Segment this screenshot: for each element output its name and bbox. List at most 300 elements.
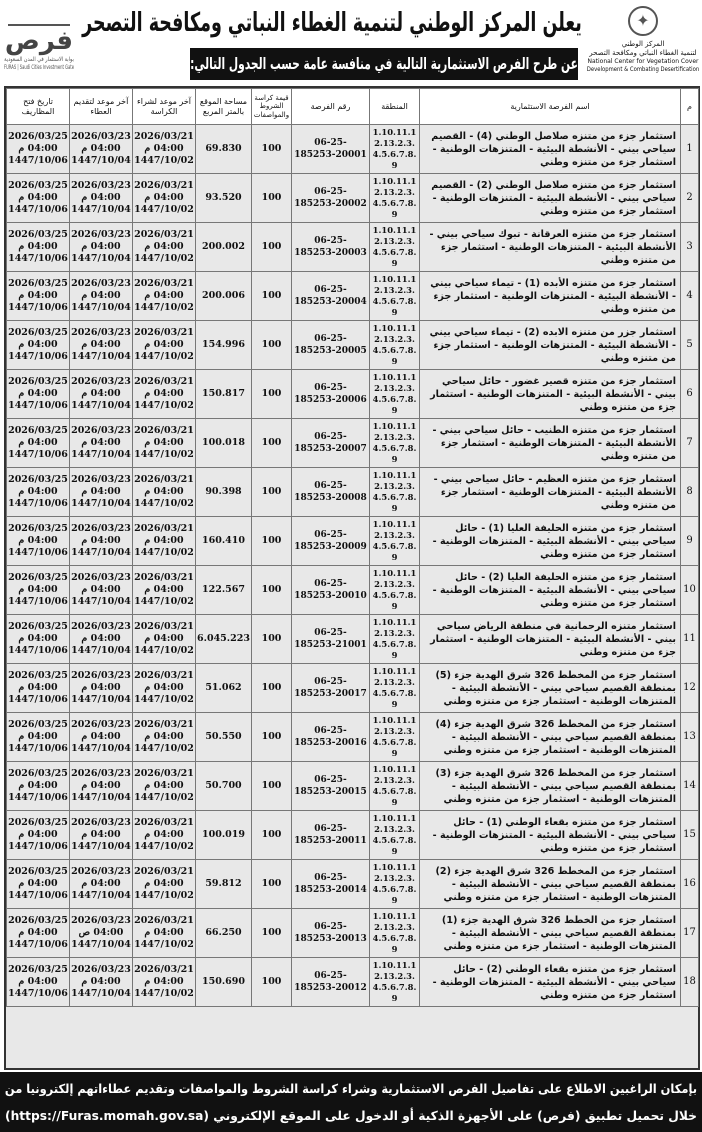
opportunity-name: استثمار جزء من متنزه بقعاء الوطني (1) - حائل سياحي بيني - الأنشطة البيئية - المتنزهات الوطنية - استثمار جزء من متنزه وطني: [420, 811, 681, 860]
purchase-deadline: [133, 517, 196, 566]
opening-date: [7, 860, 70, 909]
row-index: 5: [681, 321, 699, 370]
opening-date-line: 2026/03/25: [8, 719, 68, 730]
purchase-deadline-line: 1447/10/02: [134, 743, 194, 754]
purchase-deadline: [133, 615, 196, 664]
table-row: [7, 762, 699, 811]
row-index: 2: [681, 174, 699, 223]
opening-date: [7, 419, 70, 468]
submission-deadline: [70, 664, 133, 713]
submission-deadline-line: 2026/03/23: [71, 229, 131, 240]
opportunity-number: 06-25-185253-20001: [292, 125, 370, 174]
opening-date: [7, 321, 70, 370]
row-index: 8: [681, 468, 699, 517]
purchase-deadline-line: 2026/03/21: [134, 523, 194, 534]
opening-date-line: 1447/10/06: [8, 498, 68, 509]
opening-date-line: 04:00 م: [18, 192, 58, 203]
submission-deadline-line: 1447/10/04: [71, 939, 131, 950]
opening-date-line: 2026/03/25: [8, 866, 68, 877]
purchase-deadline-line: 04:00 م: [144, 780, 184, 791]
col-header-number: رقم الفرصة: [292, 89, 370, 125]
submission-deadline-line: 2026/03/23: [71, 327, 131, 338]
opening-date-line: 2026/03/25: [8, 817, 68, 828]
submission-deadline: [70, 272, 133, 321]
table-row: [7, 713, 699, 762]
opportunity-name: استثمار جزء من المخطط 326 شرق الهدية جزء (5) بمنطقة القصيم سياحي بيني - الأنشطة البيئية - المتنزهات الوطنية - استثمار جزء من متنزه وطني: [420, 664, 681, 713]
row-index: 10: [681, 566, 699, 615]
table-row: [7, 468, 699, 517]
opening-date: [7, 223, 70, 272]
purchase-deadline-line: 04:00 م: [144, 388, 184, 399]
purchase-deadline-line: 2026/03/21: [134, 327, 194, 338]
opening-date-line: 04:00 م: [18, 388, 58, 399]
submission-deadline: [70, 860, 133, 909]
col-header-purchase-deadline: آخر موعد لشراء الكراسة: [133, 89, 196, 125]
purchase-deadline-line: 04:00 م: [144, 829, 184, 840]
opening-date-line: 2026/03/25: [8, 474, 68, 485]
purchase-deadline-line: 1447/10/02: [134, 596, 194, 607]
submission-deadline-line: 04:00 م: [81, 535, 121, 546]
purchase-deadline-line: 2026/03/21: [134, 964, 194, 975]
purchase-deadline-line: 04:00 م: [144, 143, 184, 154]
submission-deadline-line: 04:00 م: [81, 486, 121, 497]
ad-footer: [0, 1072, 702, 1132]
opening-date: [7, 125, 70, 174]
table-row: [7, 664, 699, 713]
purchase-deadline: [133, 272, 196, 321]
ncvc-logo: [587, 6, 699, 74]
region-codes: 1.10.11.12.13.2.3.4.5.6.7.8.9: [370, 860, 420, 909]
opportunity-name: استثمار جزر من متنزه الابده (2) - تيماء سياحي بيني - الأنشطة البيئية - المتنزهات الوطنية - استثمار جزء من متنزه وطني: [420, 321, 681, 370]
opening-date: [7, 615, 70, 664]
furas-logo: [4, 4, 74, 82]
opening-date-line: 2026/03/25: [8, 376, 68, 387]
submission-deadline-line: 1447/10/04: [71, 988, 131, 999]
opening-date-line: 04:00 م: [18, 290, 58, 301]
opportunity-name: استثمار جزء من متنزه الأبده (1) - تيماء سياحي بيني - الأنشطة البيئية - المتنزهات الوطنية - استثمار جزء من متنزه وطني: [420, 272, 681, 321]
purchase-deadline: [133, 370, 196, 419]
booklet-fee: 100: [252, 223, 292, 272]
opportunity-name: استثمار جزء من المخطط 326 شرق الهدية جزء (3) بمنطقة القصيم سياحي بيني - الأنشطة البيئية - المتنزهات الوطنية - استثمار جزء من متنزه وطني: [420, 762, 681, 811]
purchase-deadline-line: 04:00 م: [144, 927, 184, 938]
ad-header: [0, 0, 702, 86]
opening-date-line: 2026/03/25: [8, 180, 68, 191]
site-area: 122.567: [196, 566, 252, 615]
submission-deadline-line: 04:00 م: [81, 976, 121, 987]
submission-deadline-line: 04:00 م: [81, 682, 121, 693]
row-index: 18: [681, 958, 699, 1007]
table-row: [7, 566, 699, 615]
opening-date-line: 04:00 م: [18, 633, 58, 644]
opening-date-line: 04:00 م: [18, 878, 58, 889]
submission-deadline: [70, 517, 133, 566]
purchase-deadline-line: 1447/10/02: [134, 890, 194, 901]
opportunities-table: [6, 88, 699, 1007]
submission-deadline-line: 1447/10/04: [71, 743, 131, 754]
purchase-deadline-line: 2026/03/21: [134, 180, 194, 191]
submission-deadline-line: 1447/10/04: [71, 155, 131, 166]
row-index: 7: [681, 419, 699, 468]
purchase-deadline: [133, 321, 196, 370]
row-index: 11: [681, 615, 699, 664]
opening-date-line: 2026/03/25: [8, 572, 68, 583]
site-area: 154.996: [196, 321, 252, 370]
region-codes: 1.10.11.12.13.2.3.4.5.6.7.8.9: [370, 615, 420, 664]
opening-date-line: 1447/10/06: [8, 155, 68, 166]
submission-deadline-line: 04:00 م: [81, 388, 121, 399]
site-area: 200.006: [196, 272, 252, 321]
submission-deadline-line: 1447/10/04: [71, 449, 131, 460]
ad-subtitle: عن طرح الفرص الاستثمارية التالية في منافسة عامة حسب الجدول التالي:: [190, 54, 578, 73]
region-codes: 1.10.11.12.13.2.3.4.5.6.7.8.9: [370, 958, 420, 1007]
submission-deadline-line: 2026/03/23: [71, 621, 131, 632]
purchase-deadline-line: 2026/03/21: [134, 278, 194, 289]
footer-line-2: خلال تحميل تطبيق (فرص) على الأجهزة الذكية أو الدخول على الموقع الإلكتروني (https://Furas.momah.gov.sa): [4, 1108, 698, 1123]
opportunity-name: استثمار جزء من المخطط 326 شرق الهدية جزء (4) بمنطقة القصيم سياحي بيني - الأنشطة البيئية - المتنزهات الوطنية - استثمار جزء من متنزه وطني: [420, 713, 681, 762]
opening-date-line: 1447/10/06: [8, 890, 68, 901]
row-index: 15: [681, 811, 699, 860]
opportunity-number: 06-25-185253-20010: [292, 566, 370, 615]
opening-date-line: 2026/03/25: [8, 131, 68, 142]
purchase-deadline-line: 1447/10/02: [134, 449, 194, 460]
opportunity-name: استثمار جزء من متنزه العظيم - حائل سياحي بيني - الأنشطة البيئية - المتنزهات الوطنية - استثمار جزء من متنزه وطني: [420, 468, 681, 517]
purchase-deadline: [133, 811, 196, 860]
opportunity-name: استثمار جزء من متنزه قصير غضور - حائل سياحي بيني - الأنشطة البيئية - المتنزهات الوطنية - استثمار جزء من متنزه وطني: [420, 370, 681, 419]
purchase-deadline: [133, 125, 196, 174]
opening-date-line: 2026/03/25: [8, 621, 68, 632]
palm-swords-emblem-icon: ✦: [628, 6, 658, 36]
opening-date-line: 04:00 م: [18, 829, 58, 840]
booklet-fee: 100: [252, 125, 292, 174]
row-index: 17: [681, 909, 699, 958]
submission-deadline-line: 2026/03/23: [71, 915, 131, 926]
opening-date-line: 04:00 م: [18, 682, 58, 693]
opportunity-name: استثمار جزء من الخطط 326 شرق الهدية جزء (1) بمنطقة القصيم سياحي بيني - الأنشطة البيئية - المتنزهات الوطنية - استثمار جزء من متنزه وطني: [420, 909, 681, 958]
col-header-area: مساحة الموقع بالمتر المربع: [196, 89, 252, 125]
table-row: [7, 370, 699, 419]
purchase-deadline-line: 2026/03/21: [134, 621, 194, 632]
opportunity-number: 06-25-185253-20013: [292, 909, 370, 958]
submission-deadline: [70, 321, 133, 370]
opportunity-name: استثمار جزء من متنزه الحليفة العليا (2) - حائل سياحي بيني - الأنشطة البيئية - المتنزهات الوطنية - استثمار جزء من متنزه وطني: [420, 566, 681, 615]
booklet-fee: 100: [252, 909, 292, 958]
submission-deadline-line: 2026/03/23: [71, 131, 131, 142]
purchase-deadline: [133, 713, 196, 762]
submission-deadline-line: 04:00 م: [81, 339, 121, 350]
submission-deadline-line: 1447/10/04: [71, 841, 131, 852]
purchase-deadline-line: 1447/10/02: [134, 204, 194, 215]
opening-date-line: 04:00 م: [18, 535, 58, 546]
opening-date-line: 1447/10/06: [8, 645, 68, 656]
submission-deadline-line: 04:00 ص: [78, 927, 124, 938]
opportunity-number: 06-25-185253-20011: [292, 811, 370, 860]
opening-date-line: 04:00 م: [18, 339, 58, 350]
submission-deadline-line: 2026/03/23: [71, 425, 131, 436]
site-area: 50.700: [196, 762, 252, 811]
submission-deadline-line: 1447/10/04: [71, 253, 131, 264]
booklet-fee: 100: [252, 566, 292, 615]
opening-date: [7, 664, 70, 713]
submission-deadline-line: 04:00 م: [81, 878, 121, 889]
submission-deadline-line: 1447/10/04: [71, 890, 131, 901]
booklet-fee: 100: [252, 615, 292, 664]
purchase-deadline: [133, 468, 196, 517]
submission-deadline-line: 04:00 م: [81, 143, 121, 154]
region-codes: 1.10.11.12.13.2.3.4.5.6.7.8.9: [370, 517, 420, 566]
ncvc-name-ar-1: المركز الوطني: [621, 40, 665, 48]
row-index: 1: [681, 125, 699, 174]
opening-date: [7, 762, 70, 811]
region-codes: 1.10.11.12.13.2.3.4.5.6.7.8.9: [370, 909, 420, 958]
row-index: 12: [681, 664, 699, 713]
opportunity-number: 06-25-185253-20002: [292, 174, 370, 223]
col-header-region: المنطقة: [370, 89, 420, 125]
opening-date-line: 04:00 م: [18, 486, 58, 497]
opening-date-line: 1447/10/06: [8, 596, 68, 607]
submission-deadline-line: 1447/10/04: [71, 792, 131, 803]
submission-deadline-line: 2026/03/23: [71, 376, 131, 387]
opening-date: [7, 468, 70, 517]
purchase-deadline-line: 2026/03/21: [134, 425, 194, 436]
submission-deadline: [70, 713, 133, 762]
booklet-fee: 100: [252, 517, 292, 566]
submission-deadline-line: 2026/03/23: [71, 719, 131, 730]
row-index: 9: [681, 517, 699, 566]
submission-deadline-line: 1447/10/04: [71, 498, 131, 509]
region-codes: 1.10.11.12.13.2.3.4.5.6.7.8.9: [370, 713, 420, 762]
opening-date-line: 04:00 م: [18, 780, 58, 791]
table-row: [7, 860, 699, 909]
submission-deadline-line: 2026/03/23: [71, 180, 131, 191]
submission-deadline: [70, 909, 133, 958]
opening-date-line: 2026/03/25: [8, 915, 68, 926]
opening-date-line: 04:00 م: [18, 584, 58, 595]
region-codes: 1.10.11.12.13.2.3.4.5.6.7.8.9: [370, 664, 420, 713]
opportunity-number: 06-25-185253-20015: [292, 762, 370, 811]
submission-deadline-line: 2026/03/23: [71, 474, 131, 485]
opportunity-number: 06-25-185253-20004: [292, 272, 370, 321]
submission-deadline-line: 1447/10/04: [71, 204, 131, 215]
opening-date-line: 04:00 م: [18, 143, 58, 154]
table-row: [7, 615, 699, 664]
table-row: [7, 125, 699, 174]
purchase-deadline-line: 2026/03/21: [134, 376, 194, 387]
ad-title: يعلن المركز الوطني لتنمية الغطاء النباتي ومكافحة التصحر: [82, 8, 582, 38]
submission-deadline-line: 04:00 م: [81, 780, 121, 791]
col-header-name: اسم الفرصة الاستثمارية: [420, 89, 681, 125]
submission-deadline: [70, 958, 133, 1007]
purchase-deadline: [133, 566, 196, 615]
opportunity-number: 06-25-185253-20006: [292, 370, 370, 419]
opening-date-line: 1447/10/06: [8, 547, 68, 558]
opening-date-line: 04:00 م: [18, 731, 58, 742]
table-header-row: [7, 89, 699, 125]
submission-deadline: [70, 419, 133, 468]
purchase-deadline-line: 04:00 م: [144, 486, 184, 497]
opening-date-line: 2026/03/25: [8, 523, 68, 534]
region-codes: 1.10.11.12.13.2.3.4.5.6.7.8.9: [370, 370, 420, 419]
opportunity-number: 06-25-185253-20009: [292, 517, 370, 566]
site-area: 50.550: [196, 713, 252, 762]
booklet-fee: 100: [252, 321, 292, 370]
site-area: 100.019: [196, 811, 252, 860]
row-index: 16: [681, 860, 699, 909]
opening-date-line: 04:00 م: [18, 927, 58, 938]
opening-date-line: 04:00 م: [18, 241, 58, 252]
purchase-deadline-line: 04:00 م: [144, 437, 184, 448]
booklet-fee: 100: [252, 370, 292, 419]
purchase-deadline-line: 04:00 م: [144, 731, 184, 742]
purchase-deadline-line: 1447/10/02: [134, 155, 194, 166]
region-codes: 1.10.11.12.13.2.3.4.5.6.7.8.9: [370, 566, 420, 615]
col-header-index: م: [681, 89, 699, 125]
opportunity-name: استثمار متنزه الرحمانية في منطقة الرياض سياحي بيني - الأنشطة البيئية - المتنزهات الوطنية - استثمار جزء من متنزه وطني: [420, 615, 681, 664]
opportunity-number: 06-25-185253-20016: [292, 713, 370, 762]
col-header-submission-deadline: آخر موعد لتقديم العطاء: [70, 89, 133, 125]
purchase-deadline-line: 2026/03/21: [134, 866, 194, 877]
opportunity-name: استثمار جزء من متنزه الحليفة العليا (1) - حائل سياحي بيني - الأنشطة البيئية - المتنزهات الوطنية - استثمار جزء من متنزه وطني: [420, 517, 681, 566]
booklet-fee: 100: [252, 811, 292, 860]
opening-date-line: 1447/10/06: [8, 939, 68, 950]
opening-date: [7, 517, 70, 566]
purchase-deadline-line: 2026/03/21: [134, 131, 194, 142]
opening-date-line: 2026/03/25: [8, 229, 68, 240]
purchase-deadline-line: 1447/10/02: [134, 792, 194, 803]
submission-deadline: [70, 174, 133, 223]
skyline-icon: [8, 4, 70, 26]
submission-deadline: [70, 370, 133, 419]
submission-deadline: [70, 566, 133, 615]
table-row: [7, 517, 699, 566]
submission-deadline-line: 2026/03/23: [71, 768, 131, 779]
table-row: [7, 419, 699, 468]
region-codes: 1.10.11.12.13.2.3.4.5.6.7.8.9: [370, 272, 420, 321]
submission-deadline-line: 1447/10/04: [71, 596, 131, 607]
purchase-deadline-line: 1447/10/02: [134, 253, 194, 264]
submission-deadline-line: 2026/03/23: [71, 964, 131, 975]
submission-deadline-line: 04:00 م: [81, 731, 121, 742]
purchase-deadline-line: 2026/03/21: [134, 915, 194, 926]
opportunity-name: استثمار جزء من متنزه بقعاء الوطني (2) - حائل سياحي بيني - الأنشطة البيئية - المتنزهات الوطنية - استثمار جزء من متنزه وطني: [420, 958, 681, 1007]
row-index: 13: [681, 713, 699, 762]
booklet-fee: 100: [252, 272, 292, 321]
opening-date: [7, 713, 70, 762]
site-area: 90.398: [196, 468, 252, 517]
opening-date: [7, 370, 70, 419]
purchase-deadline-line: 04:00 م: [144, 633, 184, 644]
row-index: 3: [681, 223, 699, 272]
opportunity-number: 06-25-185253-20007: [292, 419, 370, 468]
opportunity-number: 06-25-185253-20008: [292, 468, 370, 517]
submission-deadline: [70, 223, 133, 272]
purchase-deadline-line: 1447/10/02: [134, 988, 194, 999]
purchase-deadline-line: 2026/03/21: [134, 670, 194, 681]
submission-deadline-line: 2026/03/23: [71, 670, 131, 681]
opening-date: [7, 566, 70, 615]
submission-deadline-line: 04:00 م: [81, 192, 121, 203]
table-row: [7, 811, 699, 860]
opening-date-line: 2026/03/25: [8, 768, 68, 779]
purchase-deadline-line: 04:00 م: [144, 584, 184, 595]
col-header-opening-date: تاريخ فتح المظاريف: [7, 89, 70, 125]
opportunity-number: 06-25-185253-20003: [292, 223, 370, 272]
opening-date: [7, 958, 70, 1007]
row-index: 4: [681, 272, 699, 321]
submission-deadline-line: 04:00 م: [81, 633, 121, 644]
site-area: 51.062: [196, 664, 252, 713]
booklet-fee: 100: [252, 958, 292, 1007]
table-row: [7, 321, 699, 370]
submission-deadline-line: 1447/10/04: [71, 351, 131, 362]
opening-date: [7, 272, 70, 321]
region-codes: 1.10.11.12.13.2.3.4.5.6.7.8.9: [370, 419, 420, 468]
opportunity-name: استثمار جزء من متنزه العرقانة - تبوك سياحي بيني - الأنشطة البيئية - المتنزهات الوطنية - استثمار جزء من متنزه وطني: [420, 223, 681, 272]
site-area: 150.690: [196, 958, 252, 1007]
opportunity-number: 06-25-185253-21001: [292, 615, 370, 664]
opening-date-line: 1447/10/06: [8, 204, 68, 215]
site-area: 200.002: [196, 223, 252, 272]
footer-line-1: بإمكان الراغبين الاطلاع على تفاصيل الفرص الاستثمارية وشراء كراسة الشروط والمواصفات وتقديم عطاءاتهم إلكترونيا من: [4, 1081, 698, 1096]
site-area: 6.045.223: [196, 615, 252, 664]
opening-date-line: 1447/10/06: [8, 694, 68, 705]
purchase-deadline-line: 04:00 م: [144, 878, 184, 889]
submission-deadline: [70, 615, 133, 664]
table-row: [7, 272, 699, 321]
opportunity-number: 06-25-185253-20017: [292, 664, 370, 713]
purchase-deadline-line: 2026/03/21: [134, 474, 194, 485]
col-header-fee: قيمة كراسة الشروط والمواصفات: [252, 89, 292, 125]
table-row: [7, 909, 699, 958]
purchase-deadline: [133, 958, 196, 1007]
submission-deadline-line: 1447/10/04: [71, 694, 131, 705]
region-codes: 1.10.11.12.13.2.3.4.5.6.7.8.9: [370, 223, 420, 272]
opening-date-line: 04:00 م: [18, 437, 58, 448]
opening-date-line: 1447/10/06: [8, 253, 68, 264]
ncvc-name-ar-2: لتنمية الغطاء النباتي ومكافحة التصحر: [589, 49, 697, 57]
purchase-deadline-line: 04:00 م: [144, 241, 184, 252]
ncvc-name-en-2: Development & Combating Desertification: [586, 66, 700, 73]
submission-deadline-line: 04:00 م: [81, 584, 121, 595]
site-area: 160.410: [196, 517, 252, 566]
furas-logo-word: فرص: [4, 26, 74, 56]
opportunity-name: استثمار جزء من المخطط 326 شرق الهدية جزء (2) بمنطقة القصيم سياحي بيني - الأنشطة البيئية - المتنزهات الوطنية - استثمار جزء من متنزه وطني: [420, 860, 681, 909]
purchase-deadline-line: 04:00 م: [144, 192, 184, 203]
opportunity-name: استثمار جزء من متنزه صلاصل الوطني (2) - القصيم سياحي بيني - الأنشطة البيئية - المتنزهات الوطنية - استثمار جزء من متنزه وطني: [420, 174, 681, 223]
purchase-deadline-line: 04:00 م: [144, 339, 184, 350]
submission-deadline-line: 04:00 م: [81, 437, 121, 448]
purchase-deadline-line: 2026/03/21: [134, 768, 194, 779]
purchase-deadline-line: 1447/10/02: [134, 694, 194, 705]
submission-deadline-line: 1447/10/04: [71, 400, 131, 411]
furas-logo-subtitle-en: FURAS | Saudi Cities Investment Gate: [3, 64, 75, 71]
purchase-deadline-line: 04:00 م: [144, 682, 184, 693]
opening-date-line: 1447/10/06: [8, 449, 68, 460]
booklet-fee: 100: [252, 419, 292, 468]
submission-deadline-line: 2026/03/23: [71, 817, 131, 828]
table-row: [7, 174, 699, 223]
submission-deadline-line: 2026/03/23: [71, 278, 131, 289]
opening-date: [7, 174, 70, 223]
purchase-deadline-line: 04:00 م: [144, 290, 184, 301]
opening-date-line: 2026/03/25: [8, 425, 68, 436]
ncvc-name-en-1: National Center for Vegetation Cover: [587, 58, 699, 65]
opportunities-table-container: [4, 86, 700, 1070]
booklet-fee: 100: [252, 762, 292, 811]
purchase-deadline: [133, 174, 196, 223]
region-codes: 1.10.11.12.13.2.3.4.5.6.7.8.9: [370, 174, 420, 223]
opening-date-line: 04:00 م: [18, 976, 58, 987]
purchase-deadline-line: 1447/10/02: [134, 351, 194, 362]
